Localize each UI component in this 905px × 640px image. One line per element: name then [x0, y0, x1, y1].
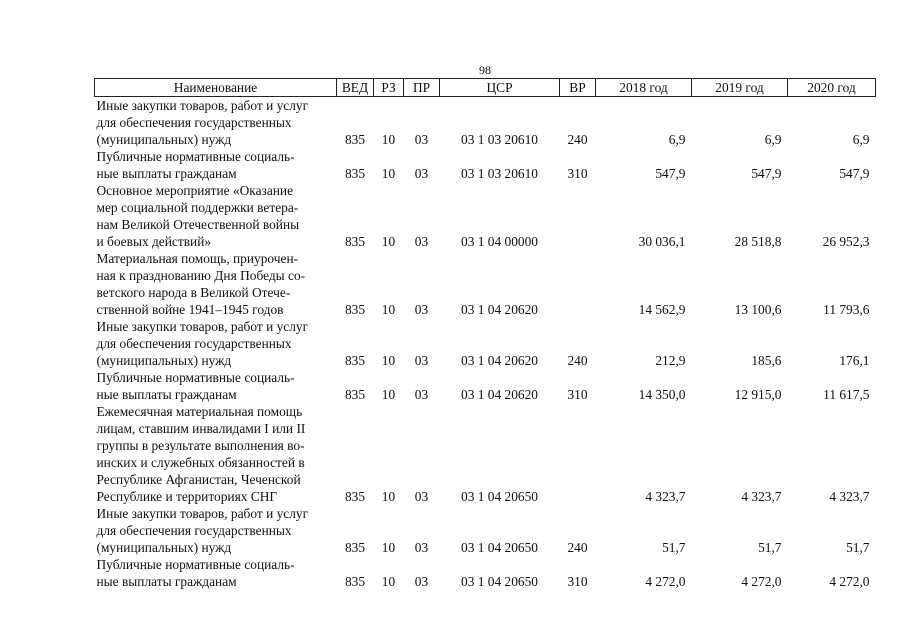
row-name-line: Иные закупки товаров, работ и услуг: [96, 506, 309, 521]
row-name-line: Публичные нормативные социаль-: [96, 149, 295, 164]
row-name-cell: [95, 97, 337, 149]
header-ved: ВЕД: [337, 79, 374, 97]
rz-cell: 10: [381, 302, 396, 317]
row-name-line: для обеспечения государственных: [96, 336, 292, 351]
amount-2020-cell: 547,9: [839, 166, 870, 181]
row-name-line: ветского народа в Великой Отече-: [96, 285, 291, 300]
pr-cell: 03: [414, 353, 429, 368]
row-name-cell: [95, 318, 337, 369]
row-name-line: Материальная помощь, приурочен-: [96, 251, 299, 266]
header-row: [95, 79, 876, 97]
row-name-line: ственной войне 1941–1945 годов: [96, 302, 284, 317]
vr-cell: 240: [567, 132, 588, 147]
row-name-line: ные выплаты гражданам: [96, 166, 237, 181]
vr-cell: 310: [567, 166, 588, 181]
amount-2019-cell: 12 915,0: [734, 387, 782, 402]
csr-cell: 03 1 04 20650: [461, 489, 538, 504]
row-name-line: группы в результате выполнения во-: [96, 438, 305, 453]
row-name-line: и боевых действий»: [96, 234, 212, 249]
pr-cell: 03: [414, 132, 429, 147]
amount-2018-cell: 14 350,0: [638, 387, 686, 402]
table-row: [95, 318, 876, 369]
row-name-line: лицам, ставшим инвалидами I или II: [96, 421, 306, 436]
table-row: [95, 250, 876, 318]
row-name-line: для обеспечения государственных: [96, 115, 292, 130]
amount-2019-cell: 6,9: [764, 132, 782, 147]
vr-cell: 310: [567, 387, 588, 402]
header-2018: 2018 год: [596, 79, 692, 97]
header-2020: 2020 год: [788, 79, 876, 97]
row-name-cell: [95, 403, 337, 505]
row-name-line: Республике Афганистан, Чеченской: [96, 472, 301, 487]
row-name-cell: [95, 250, 337, 318]
amount-2018-cell: 51,7: [662, 540, 686, 555]
rz-cell: 10: [381, 540, 396, 555]
amount-2020-cell: 51,7: [846, 540, 870, 555]
row-name-line: Основное мероприятие «Оказание: [96, 183, 294, 198]
row-name-cell: [95, 369, 337, 403]
ved-cell: 835: [344, 387, 366, 402]
table-row: [95, 148, 876, 182]
amount-2019-cell: 13 100,6: [734, 302, 782, 317]
pr-cell: 03: [414, 574, 429, 589]
table-row: [95, 505, 876, 556]
csr-cell: 03 1 04 20620: [461, 353, 538, 368]
page-number: 98: [479, 63, 491, 77]
amount-2020-cell: 4 323,7: [829, 489, 870, 504]
amount-2020-cell: 26 952,3: [822, 234, 870, 249]
row-name-cell: [95, 505, 337, 556]
table-row: [95, 556, 876, 590]
row-name-line: Иные закупки товаров, работ и услуг: [96, 98, 309, 113]
table-row: [95, 369, 876, 403]
ved-cell: 835: [344, 489, 366, 504]
ved-cell: 835: [344, 353, 366, 368]
amount-2019-cell: 4 323,7: [741, 489, 782, 504]
rz-cell: 10: [381, 489, 396, 504]
ved-cell: 835: [344, 302, 366, 317]
amount-2018-cell: 212,9: [655, 353, 686, 368]
vr-cell: [560, 250, 596, 318]
row-name-line: мер социальной поддержки ветера-: [96, 200, 299, 215]
csr-cell: 03 1 04 00000: [461, 234, 538, 249]
table-body: [95, 97, 876, 591]
csr-cell: 03 1 04 20620: [461, 387, 538, 402]
rz-cell: 10: [381, 166, 396, 181]
table-row: [95, 97, 876, 149]
csr-cell: 03 1 04 20620: [461, 302, 538, 317]
ved-cell: 835: [344, 166, 366, 181]
amount-2019-cell: 185,6: [751, 353, 782, 368]
csr-cell: 03 1 03 20610: [461, 132, 538, 147]
row-name-line: для обеспечения государственных: [96, 523, 292, 538]
pr-cell: 03: [414, 234, 429, 249]
csr-cell: 03 1 04 20650: [461, 540, 538, 555]
amount-2020-cell: 11 793,6: [823, 302, 870, 317]
row-name-line: Публичные нормативные социаль-: [96, 557, 295, 572]
row-name-line: нам Великой Отечественной войны: [96, 217, 300, 232]
csr-cell: 03 1 03 20610: [461, 166, 538, 181]
row-name-cell: [95, 148, 337, 182]
pr-cell: 03: [414, 302, 429, 317]
ved-cell: 835: [344, 540, 366, 555]
header-name: Наименование: [95, 79, 337, 97]
row-name-line: ная к празднованию Дня Победы со-: [96, 268, 306, 283]
amount-2018-cell: 547,9: [655, 166, 686, 181]
amount-2018-cell: 4 323,7: [645, 489, 686, 504]
row-name-line: Публичные нормативные социаль-: [96, 370, 295, 385]
row-name-line: ные выплаты гражданам: [96, 574, 237, 589]
vr-cell: 240: [567, 353, 588, 368]
row-name-line: (муниципальных) нужд: [96, 132, 232, 147]
amount-2020-cell: 6,9: [852, 132, 870, 147]
ved-cell: 835: [344, 234, 366, 249]
header-pr: ПР: [404, 79, 440, 97]
ved-cell: 835: [344, 574, 366, 589]
amount-2020-cell: 176,1: [839, 353, 870, 368]
row-name-line: ные выплаты гражданам: [96, 387, 237, 402]
row-name-line: Ежемесячная материальная помощь: [96, 404, 303, 419]
ved-cell: 835: [344, 132, 366, 147]
amount-2020-cell: 4 272,0: [829, 574, 870, 589]
row-name-cell: [95, 556, 337, 590]
amount-2018-cell: 4 272,0: [645, 574, 686, 589]
row-name-line: Иные закупки товаров, работ и услуг: [96, 319, 309, 334]
header-2019: 2019 год: [692, 79, 788, 97]
pr-cell: 03: [414, 387, 429, 402]
csr-cell: 03 1 04 20650: [461, 574, 538, 589]
row-name-line: (муниципальных) нужд: [96, 540, 232, 555]
amount-2019-cell: 547,9: [751, 166, 782, 181]
header-csr: ЦСР: [440, 79, 560, 97]
rz-cell: 10: [381, 234, 396, 249]
amount-2019-cell: 51,7: [758, 540, 782, 555]
table-row: [95, 182, 876, 250]
vr-cell: [560, 182, 596, 250]
amount-2019-cell: 28 518,8: [734, 234, 782, 249]
row-name-line: Республике и территориях СНГ: [96, 489, 278, 504]
table-row: [95, 403, 876, 505]
row-name-line: инских и служебных обязанностей в: [96, 455, 305, 470]
amount-2018-cell: 6,9: [668, 132, 686, 147]
vr-cell: 240: [567, 540, 588, 555]
pr-cell: 03: [414, 540, 429, 555]
amount-2019-cell: 4 272,0: [741, 574, 782, 589]
rz-cell: 10: [381, 574, 396, 589]
budget-table: [94, 78, 876, 590]
vr-cell: [560, 403, 596, 505]
rz-cell: 10: [381, 132, 396, 147]
header-vr: ВР: [560, 79, 596, 97]
vr-cell: 310: [567, 574, 588, 589]
row-name-line: (муниципальных) нужд: [96, 353, 232, 368]
row-name-cell: [95, 182, 337, 250]
amount-2018-cell: 14 562,9: [638, 302, 686, 317]
pr-cell: 03: [414, 166, 429, 181]
rz-cell: 10: [381, 387, 396, 402]
amount-2020-cell: 11 617,5: [823, 387, 870, 402]
rz-cell: 10: [381, 353, 396, 368]
header-rz: РЗ: [374, 79, 404, 97]
amount-2018-cell: 30 036,1: [638, 234, 686, 249]
pr-cell: 03: [414, 489, 429, 504]
